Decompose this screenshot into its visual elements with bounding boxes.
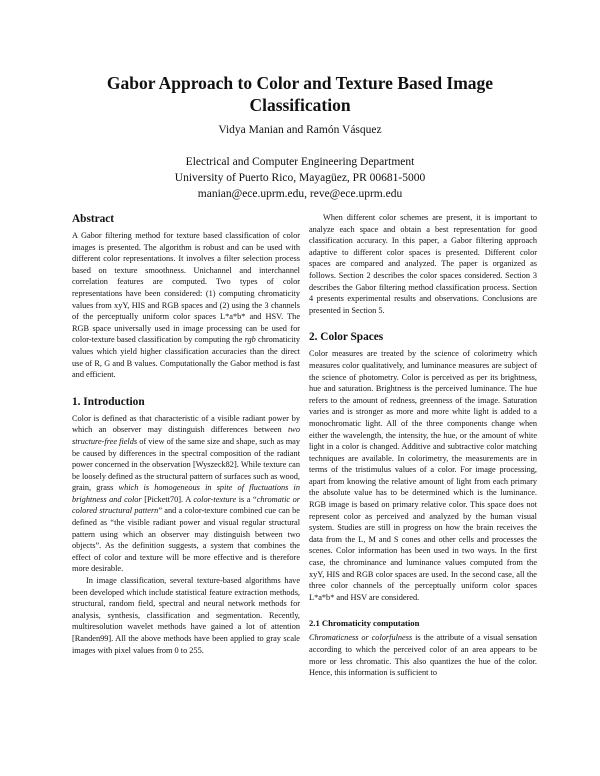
color-spaces-heading: 2. Color Spaces [309, 331, 384, 344]
department: Electrical and Computer Engineering Department [185, 156, 415, 168]
paper-title: Gabor Approach to Color and Texture Based Image Classification [106, 73, 494, 115]
chromaticity-paragraph: Chromaticness or colorfulness is the attribute of a visual sensation according to which the perceived color of an area appears to be more or less chromatic. This also quantizes the hue of the color. Hence, this information is sufficient to [309, 633, 537, 678]
authors: Vidya Manian and Ramón Vásquez [218, 124, 382, 136]
emails: manian@ece.uprm.edu, reve@ece.uprm.edu [197, 188, 403, 200]
introduction-paragraph-2: In image classification, several texture-based algorithms have been developed which include statistical feature extraction methods, structural, random field, spectral and neural network methods for analysis, synthesis, classification and segmentation. Recently, multiresolution wavelet methods have gained a lot of attention [Randen99]. All the above methods have been applied to gray scale images with pixel values from 0 to 255. [72, 576, 300, 655]
abstract-text: A Gabor filtering method for texture based classification of color images is presented. The algorithm is robust and can be used with different color representations. It involves a filter selection process based on texture smoothness. Unichannel and interchannel correlation features are computed. Two types of color representations have been considered: (1) computing chromaticity values from xyY, HIS and RGB spaces and (2) using the 3 channels of the perceptually uniform color spaces L*a*b* and HSV. The RGB space universally used in image processing can be used for color-texture based classification by computing the rgb chromaticity values which yield higher classification accuracies than the direct use of R, G and B values. Computationally the Gabor method is fast and efficient. [72, 231, 300, 380]
left-column [72, 212, 300, 656]
introduction-paragraph-1: Color is defined as that characteristic of a visible radiant power by which an observer may distinguish differences between two structure-free fields of view of the same size and shape, such as may be caused by differences in the spectral composition of the radiant power concerned in the observation [Wyszeck82]. While texture can be loosely defined as the structural pattern of surfaces such as wood, grain, grass which is homogeneous in spite of fluctuations in brightness and color [Pickett70]. A color-texture is a “chromatic or colored structural pattern” and a color-texture combined cue can be defined as “the visible radiant power and visual regular structural pattern using which an observer may distinguish between two objects”. As the definition suggests, a system that combines the effect of color and texture will be more effective and is therefore more desirable. [72, 413, 300, 574]
introduction-heading: 1. Introduction [72, 395, 145, 408]
university: University of Puerto Rico, Mayagüez, PR 00681-5000 [174, 172, 426, 184]
abstract-heading: Abstract [72, 213, 115, 225]
chromaticity-heading: 2.1 Chromaticity computation [309, 618, 420, 629]
affiliation [60, 154, 540, 202]
intro-continued-paragraph: When different color schemes are present, it is important to analyze each space and obtain a best representation for good classification accuracy. In this paper, a Gabor filtering approach adaptive to different color spaces is presented. Different color spaces are compared and analyzed. The paper is organized as follows. Section 2 describes the color spaces considered. Section 3 describes the Gabor filtering method classification process. Section 4 presents experimental results and observations. Conclusions are presented in Section 5. [309, 213, 537, 315]
color-spaces-paragraph: Color measures are treated by the science of colorimetry which measures color qualitatively, and luminance measures are subject of the science of photometry. Color is perceived as per its brightness, hue and saturation. Brightness is the perceived luminance. The hue refers to the amount of redness, greenness of the image. Saturation varies and is stronger as more and more white light is added to a monochromatic light. All of the three components change when either the wavelength, the intensity, the hue, or the amount of white light in a color is changed. Additive and subtractive color matching techniques are available. In colorimetry, the measurements are in terms of the tristimulus values of a color. For image processing, apart from knowing the relative amount of light from each primary the absolute value has to be determined which is the luminance. RGB image is based on primary relative color. This space does not represent color as perceived and analyzed by the human visual system. Studies are still in progress on how the brain receives the data from the L, M and S cones and other cells and processes the scenes. Color information has been used in two ways. In the first case, the chrominance and luminance values computed from the xyY, HIS and RGB color spaces are used. In the second case, all the three color channels of the perceptually uniform color spaces L*a*b* and HSV are considered. [309, 349, 537, 602]
right-column [309, 212, 537, 679]
